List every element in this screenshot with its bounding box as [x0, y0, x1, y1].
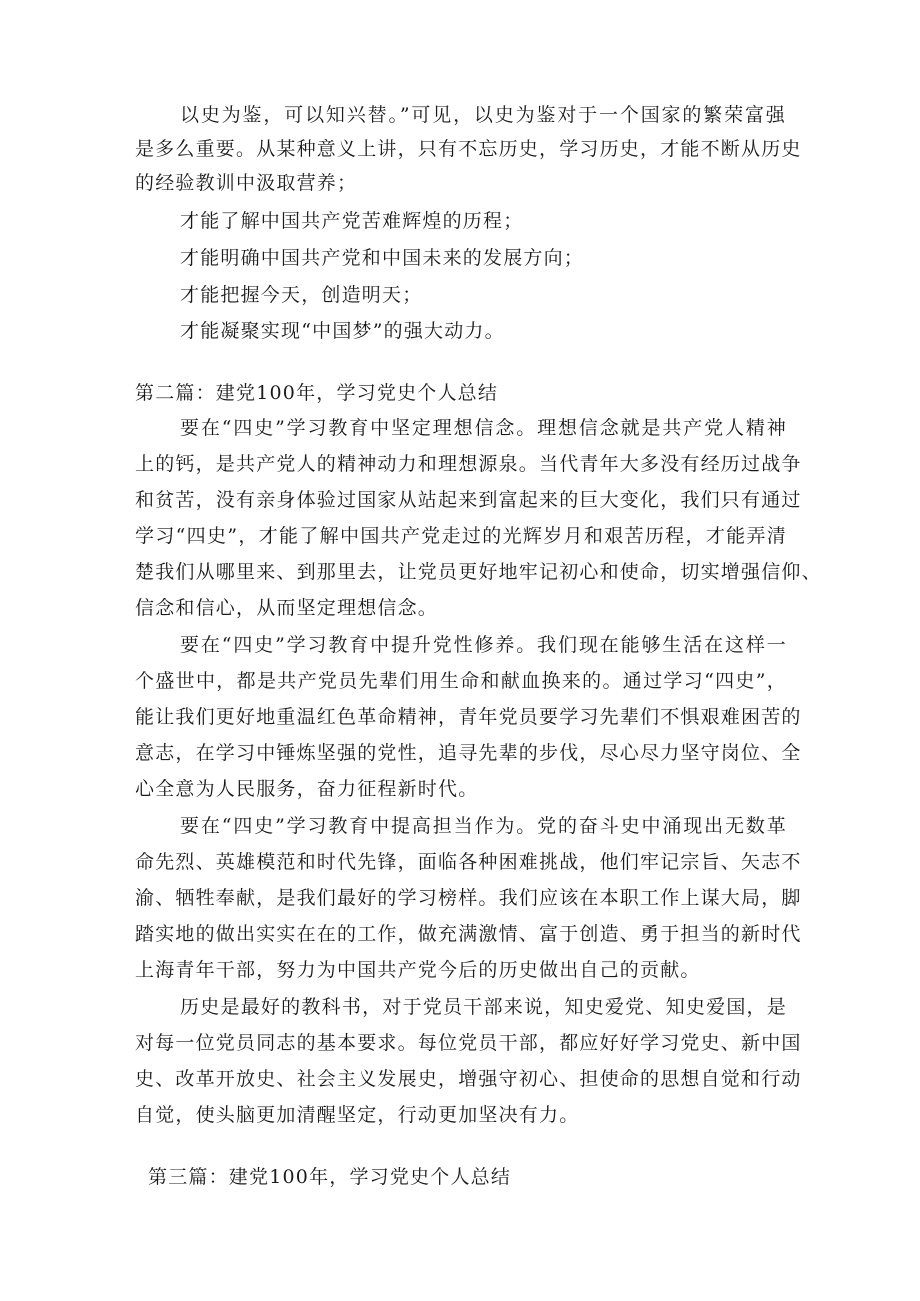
paragraph-line: 要在“四史”学习教育中提升党性修养。我们现在能够生活在这样一	[180, 634, 787, 656]
paragraph-line: 自觉，使头脑更加清醒坚定，行动更加坚决有力。	[135, 1104, 580, 1126]
paragraph-line: 历史是最好的教科书，对于党员干部来说，知史爱党、知史爱国，是	[180, 996, 787, 1018]
section-heading: 第二篇：建党100年，学习党史个人总结	[135, 382, 499, 404]
paragraph-line: 意志，在学习中锤炼坚强的党性，追寻先辈的步伐，尽心尽力坚守岗位、全	[135, 742, 802, 764]
paragraph-line: 学习“四史”，才能了解中国共产党走过的光辉岁月和艰苦历程，才能弄清	[135, 525, 787, 547]
paragraph-line: 要在“四史”学习教育中提高担当作为。党的奋斗史中涌现出无数革	[180, 815, 787, 837]
paragraph-line: 楚我们从哪里来、到那里去，让党员更好地牢记初心和使命，切实增强信仰、	[135, 561, 822, 583]
paragraph-line: 上海青年干部，努力为中国共产党今后的历史做出自己的贡献。	[135, 959, 701, 981]
list-item: 才能明确中国共产党和中国未来的发展方向；	[180, 247, 585, 269]
paragraph-line: 上的钙，是共产党人的精神动力和理想源泉。当代青年大多没有经历过战争	[135, 453, 802, 475]
list-item: 才能了解中国共产党苦难辉煌的历程；	[180, 210, 524, 232]
paragraph-line: 能让我们更好地重温红色革命精神，青年党员要学习先辈们不惧艰难困苦的	[135, 706, 802, 728]
paragraph-line: 对每一位党员同志的基本要求。每位党员干部，都应好好学习党史、新中国	[135, 1032, 802, 1054]
paragraph-line: 的经验教训中汲取营养；	[135, 172, 358, 194]
paragraph-line: 命先烈、英雄模范和时代先锋，面临各种困难挑战，他们牢记宗旨、矢志不	[135, 851, 802, 873]
paragraph-line: 史、改革开放史、社会主义发展史，增强守初心、担使命的思想自觉和行动	[135, 1068, 802, 1090]
paragraph-line: 渝、牺牲奉献，是我们最好的学习榜样。我们应该在本职工作上谋大局，脚	[135, 887, 802, 909]
list-item: 才能凝聚实现“中国梦”的强大动力。	[180, 320, 505, 342]
paragraph-line: 信念和信心，从而坚定理想信念。	[135, 597, 439, 619]
paragraph-line: 个盛世中，都是共产党员先辈们用生命和献血换来的。通过学习“四史”，	[135, 670, 787, 692]
paragraph-line: 以史为鉴，可以知兴替。”可见，以史为鉴对于一个国家的繁荣富强	[180, 104, 786, 126]
paragraph-line: 和贫苦，没有亲身体验过国家从站起来到富起来的巨大变化，我们只有通过	[135, 489, 802, 511]
paragraph-line: 踏实地的做出实实在在的工作，做充满激情、富于创造、勇于担当的新时代	[135, 923, 802, 945]
section-heading: 第三篇：建党100年，学习党史个人总结	[148, 1166, 512, 1188]
paragraph-line: 心全意为人民服务，奋力征程新时代。	[135, 778, 479, 800]
paragraph-line: 是多么重要。从某种意义上讲，只有不忘历史，学习历史，才能不断从历史	[135, 138, 802, 160]
list-item: 才能把握今天，创造明天；	[180, 284, 423, 306]
paragraph-line: 要在“四史”学习教育中坚定理想信念。理想信念就是共产党人精神	[180, 417, 787, 439]
